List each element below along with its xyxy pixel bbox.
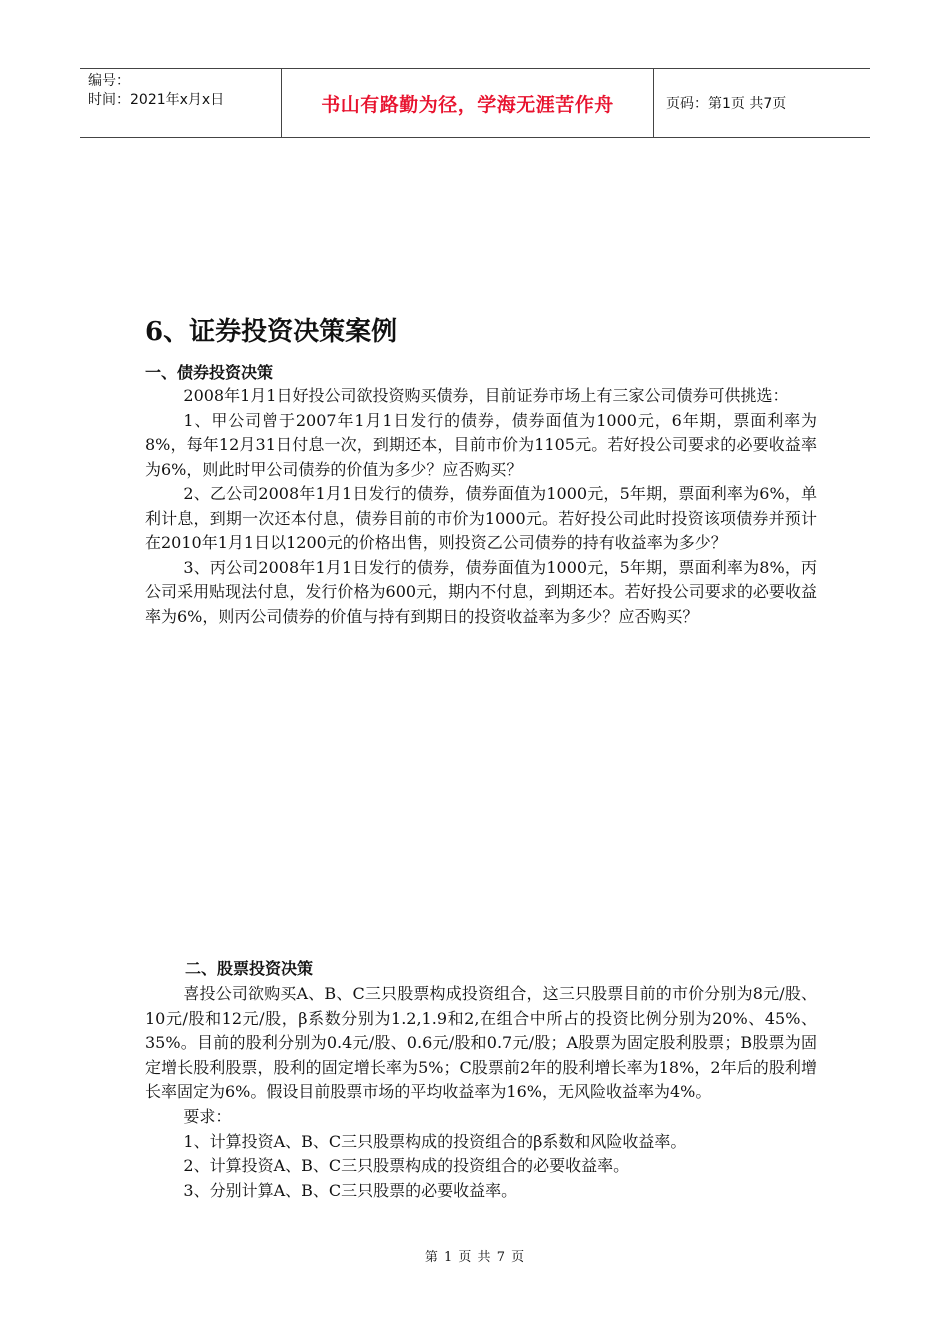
document-body (145, 312, 817, 629)
requirement-item: 3、分别计算A、B、C三只股票的必要收益率。 (183, 1180, 518, 1200)
time-label: 时间：2021年x月x日 (88, 92, 225, 108)
header-page-info: 页码：第1页 共7页 (666, 96, 787, 112)
paragraph: 喜投公司欲购买A、B、C三只股票构成投资组合，这三只股票目前的市价分别为8元/股、10元/股和12元/股，β系数分别为1.2,1.9和2,在组合中所占的投资比例分别为20%、45%、35%。目前的股利分别为0.4元/股、0.6元/股和0.7元/股；A股票为固定股利股票；B股票为固定增长股利股票，股利的固定增长率为5%；C股票前2年的股利增长率为18%，2年后的股利增长率固定为6%。假设目前股票市场的平均收益率为16%，无风险收益率为4%。 (145, 984, 817, 1102)
page-header (80, 68, 870, 138)
requirement-item: 2、计算投资A、B、C三只股票构成的投资组合的必要收益率。 (183, 1156, 630, 1176)
section-stocks (145, 956, 817, 1203)
number-label: 编号： (88, 73, 130, 89)
paragraph: 3、丙公司2008年1月1日发行的债券，债券面值为1000元，5年期，票面利率为8%，丙公司采用贴现法付息，发行价格为600元，期内不付息，到期还本。若好投公司要求的必要收益率为6%，则丙公司债券的价值与持有到期日的投资收益率为多少？应否购买？ (145, 557, 817, 626)
paragraph: 1、甲公司曾于2007年1月1日发行的债券，债券面值为1000元，6年期，票面利率为8%，每年12月31日付息一次，到期还本，目前市价为1105元。若好投公司要求的必要收益率为6%，则此时甲公司债券的价值为多少？应否购买？ (145, 410, 817, 479)
section-heading-stocks: 二、股票投资决策 (185, 959, 314, 978)
header-meta (80, 69, 282, 137)
requirement-label: 要求： (183, 1106, 232, 1126)
document-title: 6、证券投资决策案例 (145, 317, 398, 347)
paragraph: 2、乙公司2008年1月1日发行的债券，债券面值为1000元，5年期，票面利率为6%，单利计息，到期一次还本付息，债券目前的市价为1000元。若好投公司此时投资该项债券并预计在2010年1月1日以1200元的价格出售，则投资乙公司债券的持有收益率为多少？ (145, 484, 817, 552)
page-footer: 第 1 页 共 7 页 (424, 1250, 526, 1265)
header-motto-cell (282, 69, 654, 137)
requirement-item: 1、计算投资A、B、C三只股票构成的投资组合的β系数和风险收益率。 (183, 1131, 687, 1151)
header-motto: 书山有路勤为径，学海无涯苦作舟 (321, 93, 614, 116)
paragraph: 2008年1月1日好投公司欲投资购买债券，目前证券市场上有三家公司债券可供挑选： (183, 386, 789, 405)
section-heading-bonds: 一、债券投资决策 (145, 363, 274, 382)
